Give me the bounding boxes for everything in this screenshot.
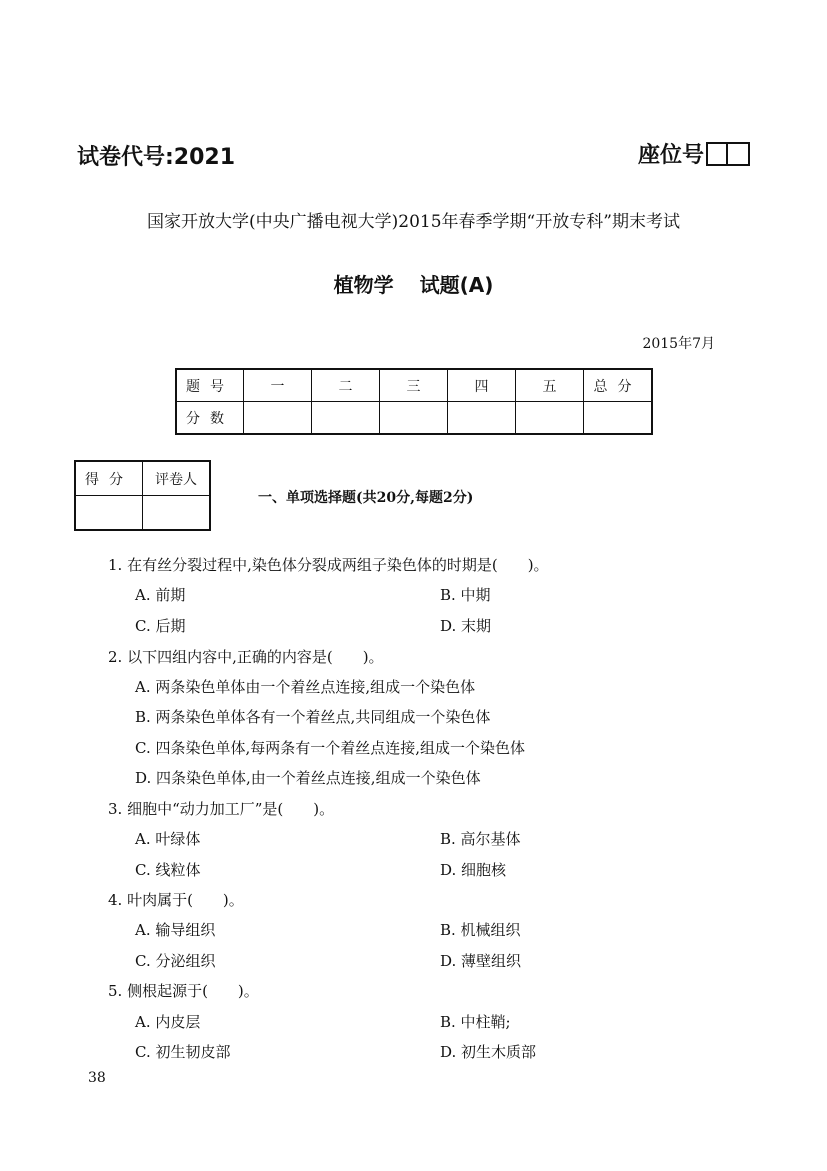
exam-title: 国家开放大学(中央广播电视大学)2015年春季学期“开放专科”期末考试 xyxy=(147,212,680,232)
score-header-cell: 题号 xyxy=(176,369,244,402)
question-option: C. 分泌组织 xyxy=(135,952,216,970)
seat-number-field xyxy=(638,138,750,169)
exam-date: 2015年7月 xyxy=(642,336,715,352)
question-option: B. 中柱鞘; xyxy=(440,1013,511,1031)
page-number: 38 xyxy=(88,1070,106,1086)
subject-title xyxy=(0,269,827,298)
question-option: B. 两条染色单体各有一个着丝点,共同组成一个染色体 xyxy=(135,708,491,726)
score-cell xyxy=(448,402,516,435)
grader-table xyxy=(74,460,211,531)
score-cell xyxy=(380,402,448,435)
seat-label: 座位号 xyxy=(637,143,704,168)
score-cell xyxy=(244,402,312,435)
question-option: C. 后期 xyxy=(135,617,186,635)
grader-score-label: 得分 xyxy=(75,461,143,496)
score-table-score-row xyxy=(176,402,652,435)
grader-score-cell xyxy=(75,496,143,531)
subject-paper: 试题(A) xyxy=(419,273,494,297)
score-cell xyxy=(312,402,380,435)
question-option: A. 内皮层 xyxy=(135,1013,201,1031)
score-header-cell: 一 xyxy=(244,369,312,402)
score-row-label: 分数 xyxy=(176,402,244,435)
score-header-cell: 二 xyxy=(312,369,380,402)
section-title: 一、单项选择题(共20分,每题2分) xyxy=(258,490,474,506)
question-option: C. 四条染色单体,每两条有一个着丝点连接,组成一个染色体 xyxy=(135,739,526,757)
question-stem: 5. 侧根起源于( )。 xyxy=(108,982,259,1000)
question-stem: 2. 以下四组内容中,正确的内容是( )。 xyxy=(108,648,384,666)
question-option: D. 薄壁组织 xyxy=(440,952,522,970)
grader-blank-row xyxy=(75,496,210,531)
score-header-cell: 四 xyxy=(448,369,516,402)
question-option: B. 中期 xyxy=(440,586,491,604)
grader-header-row xyxy=(75,461,210,496)
question-option: B. 高尔基体 xyxy=(440,830,521,848)
grader-name-cell xyxy=(143,496,211,531)
question-option: D. 初生木质部 xyxy=(440,1043,537,1061)
seat-box xyxy=(728,142,750,166)
score-header-cell: 五 xyxy=(516,369,584,402)
grader-name-label: 评卷人 xyxy=(143,461,211,496)
seat-boxes xyxy=(706,142,750,166)
question-option: D. 细胞核 xyxy=(440,861,507,879)
question-option: D. 末期 xyxy=(440,617,492,635)
seat-box xyxy=(706,142,728,166)
question-option: A. 两条染色单体由一个着丝点连接,组成一个染色体 xyxy=(135,678,476,696)
question-option: C. 线粒体 xyxy=(135,861,201,879)
question-option: A. 前期 xyxy=(135,586,186,604)
score-table-header-row xyxy=(176,369,652,402)
subject-name: 植物学 xyxy=(333,273,394,297)
question-stem: 1. 在有丝分裂过程中,染色体分裂成两组子染色体的时期是( )。 xyxy=(108,556,549,574)
score-header-cell: 总分 xyxy=(584,369,653,402)
question-option: D. 四条染色单体,由一个着丝点连接,组成一个染色体 xyxy=(135,769,481,787)
score-table xyxy=(175,368,653,435)
question-option: B. 机械组织 xyxy=(440,921,521,939)
score-cell xyxy=(516,402,584,435)
question-stem: 3. 细胞中“动力加工厂”是( )。 xyxy=(108,800,335,818)
question-option: A. 输导组织 xyxy=(135,921,216,939)
question-option: C. 初生韧皮部 xyxy=(135,1043,231,1061)
question-option: A. 叶绿体 xyxy=(135,830,201,848)
score-header-cell: 三 xyxy=(380,369,448,402)
score-cell xyxy=(584,402,653,435)
question-stem: 4. 叶肉属于( )。 xyxy=(108,891,244,909)
paper-code: 试卷代号:2021 xyxy=(77,145,236,170)
